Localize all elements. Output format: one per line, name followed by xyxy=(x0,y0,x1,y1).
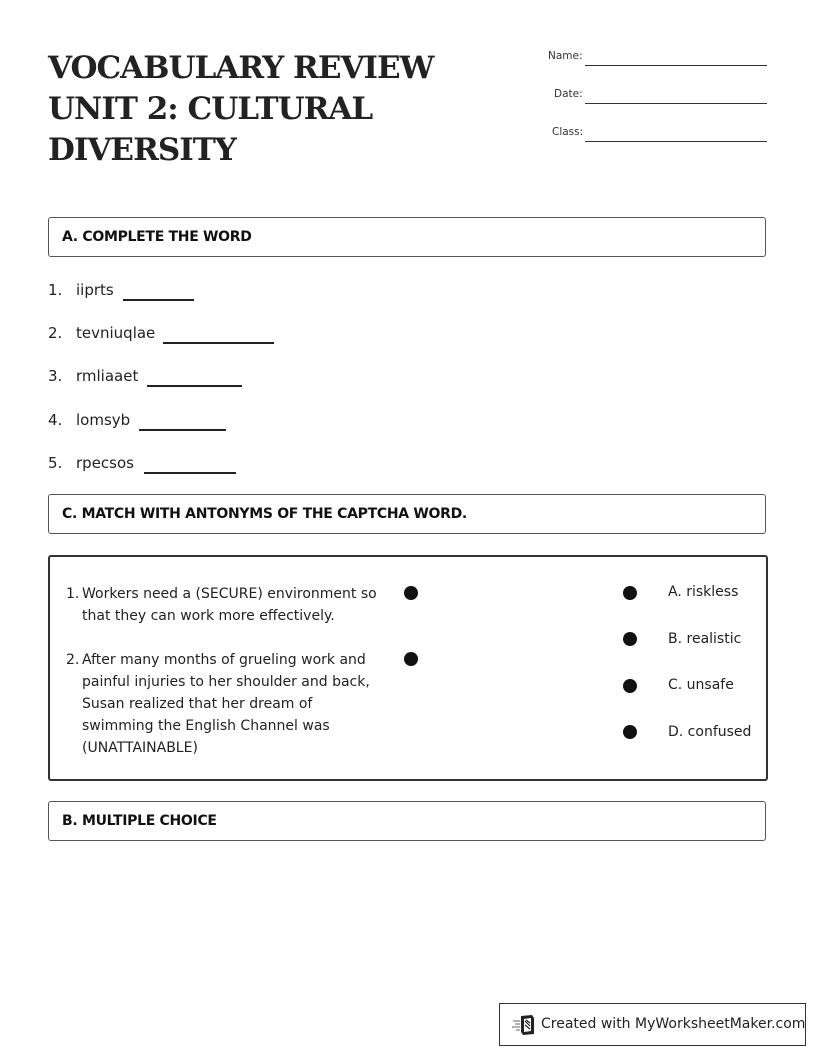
option-d-connector-dot[interactable] xyxy=(623,725,637,739)
class-field[interactable] xyxy=(530,126,770,146)
class-input-line[interactable] xyxy=(585,141,767,142)
item-number: 2. xyxy=(48,324,63,342)
option-b-connector-dot[interactable] xyxy=(623,632,637,646)
name-label: Name: xyxy=(548,50,583,62)
match-question xyxy=(66,583,381,627)
option-c-connector-dot[interactable] xyxy=(623,679,637,693)
item-number: 1. xyxy=(48,281,63,299)
question-text: After many months of grueling work and painful injuries to her shoulder and back, Susan realized that her dream of swimming the English Channel was (UNATTAINABLE) xyxy=(82,652,370,756)
option-a-connector-dot[interactable] xyxy=(623,586,637,600)
name-input-line[interactable] xyxy=(585,65,767,66)
footer-text: Created with MyWorksheetMaker.com xyxy=(541,1016,806,1032)
worksheet-maker-logo-icon xyxy=(512,1014,538,1036)
title-line: DIVERSITY xyxy=(48,132,236,168)
question-1-connector-dot[interactable] xyxy=(404,586,418,600)
match-question xyxy=(66,649,381,759)
item-number: 3. xyxy=(48,367,63,385)
name-field[interactable] xyxy=(530,50,770,70)
question-text: Workers need a (SECURE) environment so that they can work more effectively. xyxy=(82,586,377,624)
section-c-header xyxy=(48,494,766,534)
footer-credit[interactable] xyxy=(499,1003,806,1046)
date-label: Date: xyxy=(554,88,583,100)
question-number: 2. xyxy=(66,652,80,668)
scrambled-word: rpecsos xyxy=(76,454,134,472)
date-field[interactable] xyxy=(530,88,770,108)
item-number: 4. xyxy=(48,411,63,429)
section-c-heading: C. MATCH WITH ANTONYMS OF THE CAPTCHA WORD. xyxy=(62,506,467,522)
answer-blank[interactable] xyxy=(144,472,236,474)
option-c: C. unsafe xyxy=(668,677,734,693)
answer-blank[interactable] xyxy=(139,429,226,431)
option-a: A. riskless xyxy=(668,584,739,600)
section-b-heading: B. MULTIPLE CHOICE xyxy=(62,813,217,829)
date-input-line[interactable] xyxy=(585,103,767,104)
question-number: 1. xyxy=(66,586,80,602)
matching-exercise xyxy=(48,555,768,781)
scrambled-word: lomsyb xyxy=(76,411,131,429)
section-a-heading: A. COMPLETE THE WORD xyxy=(62,229,252,245)
question-2-connector-dot[interactable] xyxy=(404,652,418,666)
option-b: B. realistic xyxy=(668,631,742,647)
section-a-header xyxy=(48,217,766,257)
scrambled-word: iiprts xyxy=(76,281,114,299)
scrambled-word: tevniuqlae xyxy=(76,324,156,342)
answer-blank[interactable] xyxy=(123,299,194,301)
section-b-header xyxy=(48,801,766,841)
option-d: D. confused xyxy=(668,724,752,740)
title-line: UNIT 2: CULTURAL xyxy=(48,91,373,127)
answer-blank[interactable] xyxy=(163,342,274,344)
class-label: Class: xyxy=(552,126,584,138)
answer-blank[interactable] xyxy=(147,385,242,387)
title-line: VOCABULARY REVIEW xyxy=(48,50,434,86)
page-title xyxy=(48,48,468,171)
scrambled-word: rmliaaet xyxy=(76,367,139,385)
item-number: 5. xyxy=(48,454,63,472)
